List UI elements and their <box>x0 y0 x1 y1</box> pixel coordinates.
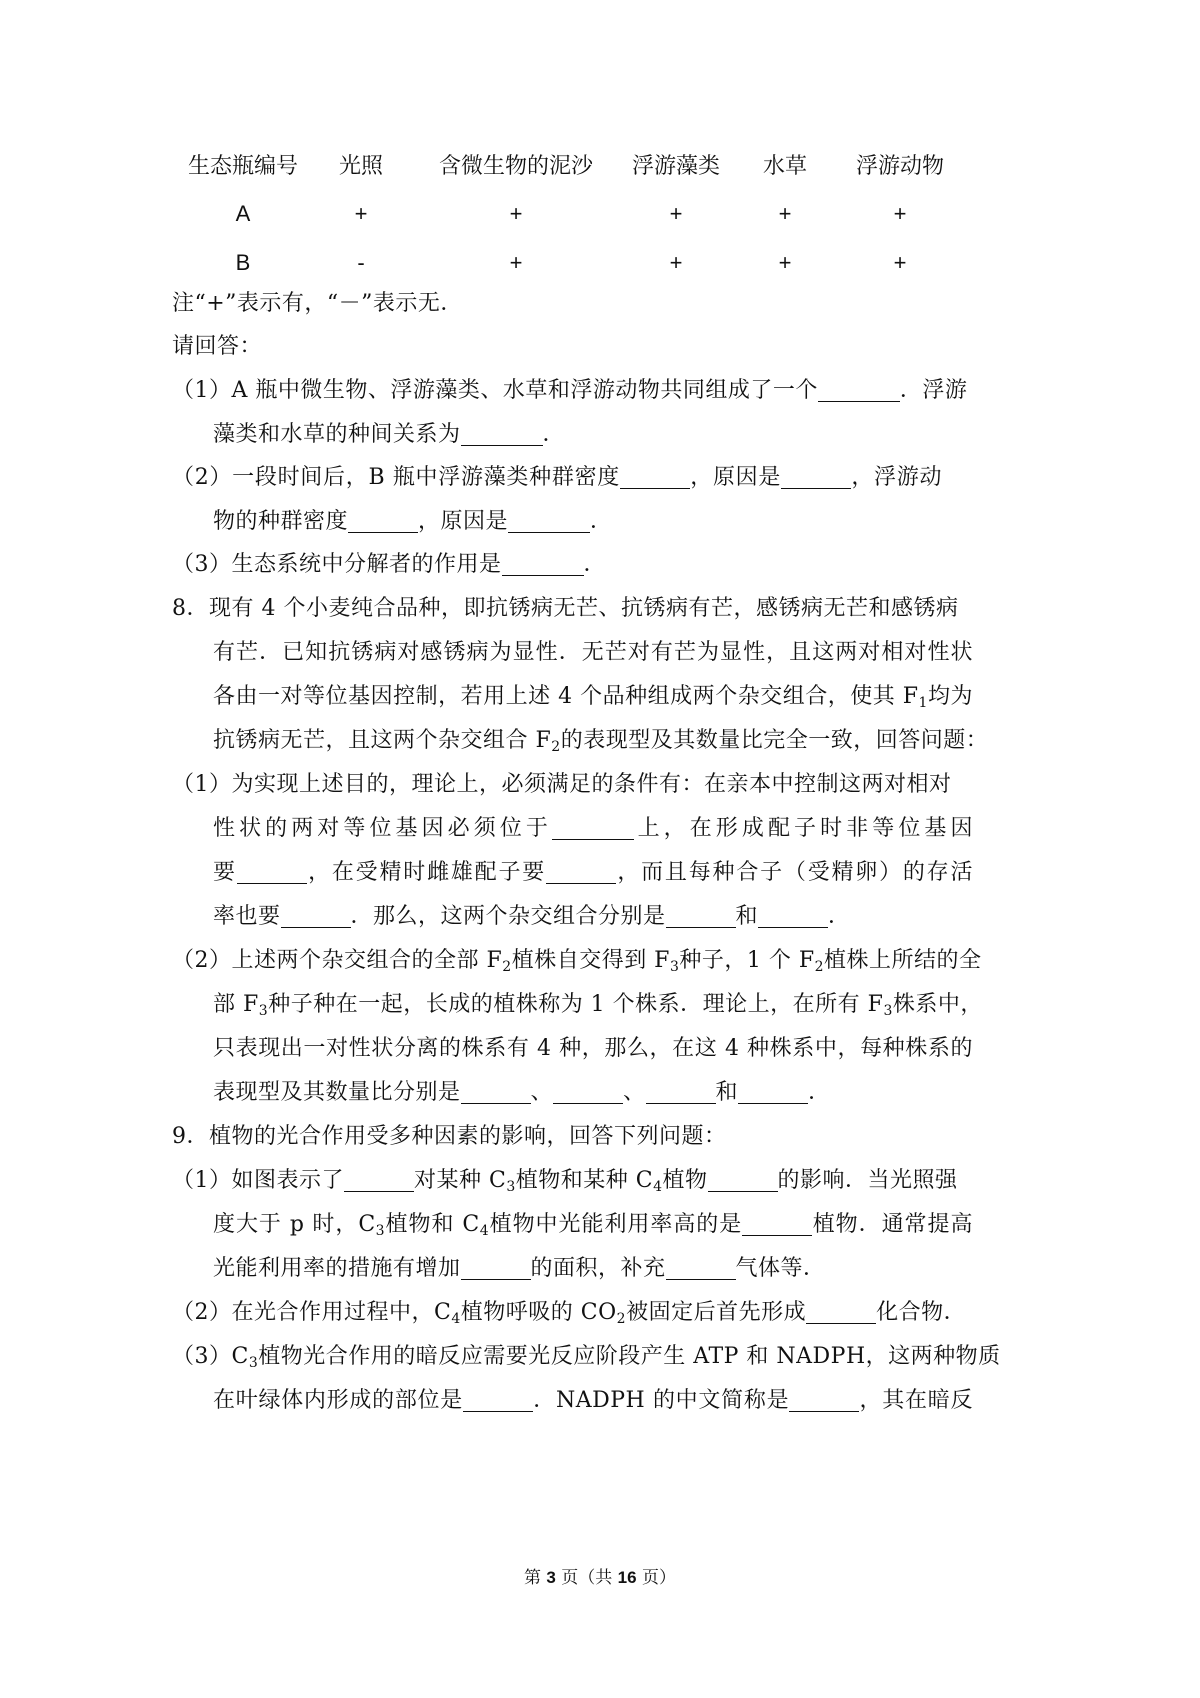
page-footer: 第 3 页（共 16 页） <box>523 1568 676 1588</box>
table-header-cell: 生态瓶编号 <box>187 154 298 179</box>
table-header-cell: 浮游藻类 <box>631 154 720 179</box>
q8-stem-line1: 8．现有 4 个小麦纯合品种，即抗锈病无芒、抗锈病有芒，感锈病无芒和感锈病 <box>172 596 959 621</box>
q9-part1-line1: （1）如图表示了 对某种 $C_3$植物和某种 $C_4$植物 的影响．当光照强 <box>172 1168 958 1195</box>
q8-part1-line4: 率也要 ．那么，这两个杂交组合分别是 和 ． <box>213 904 851 929</box>
answer-blank[interactable] <box>461 1255 531 1280</box>
q9-part3-line1: $(3)C_3$植物光合作用的暗反应需要光反应阶段产生 ATP 和 NADPH，这两种物质 <box>172 1344 1001 1371</box>
answer-blank[interactable] <box>344 1167 414 1192</box>
table-cell: A <box>235 200 251 226</box>
answer-blank[interactable] <box>742 1211 812 1236</box>
table-cell: + <box>778 200 792 226</box>
q9-part2: （2）在光合作用过程中，$C_4$植物呼吸的 $CO_2$被固定后首先形成 化合物． <box>172 1300 967 1327</box>
table-header-row <box>170 140 956 189</box>
answer-blank[interactable] <box>781 464 851 489</box>
instruction-text: 请回答： <box>172 334 263 359</box>
table-row <box>170 238 956 287</box>
answer-blank[interactable] <box>552 815 634 840</box>
ecosystem-bottle-table <box>170 140 956 287</box>
q7-part1-line1: （1）A 瓶中微生物、浮游藻类、水草和浮游动物共同组成了一个 ．浮游 <box>172 378 968 403</box>
answer-blank[interactable] <box>789 1387 859 1412</box>
answer-blank[interactable] <box>758 903 828 928</box>
answer-blank[interactable] <box>463 1387 533 1412</box>
q7-part1-line2: 藻类和水草的种间关系为 ． <box>213 422 566 447</box>
answer-blank[interactable] <box>508 508 590 533</box>
q9-part3-line2: 在叶绿体内形成的部位是 ．NADPH 的中文简称是 ，其在暗反 <box>213 1388 973 1413</box>
table-cell: + <box>893 249 907 275</box>
q8-stem-line2: 有芒．已知抗锈病对感锈病为显性．无芒对有芒为显性，且这两对相对性状 <box>213 640 973 665</box>
q8-part2-line4: 表现型及其数量比分别是 、 、 和 ． <box>213 1080 831 1105</box>
q9-part1-line3: 光能利用率的措施有增加 的面积，补充 气体等． <box>213 1256 826 1281</box>
table-header-cell: 含微生物的泥沙 <box>438 154 593 179</box>
q8-part2-line1: （2）上述两个杂交组合的全部 $F_2$植株自交得到 $F_3$种子，1 个 $F_2$植株上所结的全 <box>172 948 982 975</box>
table-header-cell: 光照 <box>338 154 383 179</box>
q7-part2-line1: （2）一段时间后，B 瓶中浮游藻类种群密度 ，原因是 ，浮游动 <box>172 465 942 490</box>
q7-part2-line2: 物的种群密度 ，原因是 ． <box>213 509 613 534</box>
q9-part1-line2: 度大于 p 时，$C_3$植物和 $C_4$植物中光能利用率高的是 植物．通常提高 <box>213 1212 973 1239</box>
table-cell: + <box>509 249 523 275</box>
q8-part1-line3: 要 ，在受精时雌雄配子要 ，而且每种合子（受精卵）的存活 <box>213 860 973 885</box>
answer-blank[interactable] <box>237 859 307 884</box>
table-cell: + <box>778 249 792 275</box>
page-total: 16 <box>617 1568 637 1587</box>
answer-blank[interactable] <box>708 1167 778 1192</box>
q8-part2-line3: 只表现出一对性状分离的株系有 4 种，那么，在这 4 种株系中，每种株系的 <box>213 1036 973 1061</box>
table-cell: + <box>354 200 368 226</box>
answer-blank[interactable] <box>666 1255 736 1280</box>
q7-part3: （3）生态系统中分解者的作用是 ． <box>172 552 607 577</box>
table-note: 注“+”表示有，“－”表示无． <box>172 291 463 316</box>
table-cell: + <box>509 200 523 226</box>
q8-part1-line2: 性状的两对等位基因必须位于 上，在形成配子时非等位基因 <box>213 816 973 841</box>
answer-blank[interactable] <box>553 1079 623 1104</box>
table-header-cell: 浮游动物 <box>855 154 944 179</box>
q8-stem-line4: 抗锈病无芒，且这两个杂交组合 $F_2$的表现型及其数量比完全一致，回答问题： <box>213 728 989 755</box>
answer-blank[interactable] <box>620 464 690 489</box>
table-cell: + <box>669 249 683 275</box>
answer-blank[interactable] <box>461 1079 531 1104</box>
answer-blank[interactable] <box>348 508 418 533</box>
answer-blank[interactable] <box>281 903 351 928</box>
q8-stem-line3: 各由一对等位基因控制，若用上述 4 个品种组成两个杂交组合，使其 $F_1$均为 <box>213 684 973 711</box>
q9-stem: 9．植物的光合作用受多种因素的影响，回答下列问题： <box>172 1124 727 1149</box>
answer-blank[interactable] <box>646 1079 716 1104</box>
q8-part1-line1: （1）为实现上述目的，理论上，必须满足的条件有：在亲本中控制这两对相对 <box>172 772 952 797</box>
answer-blank[interactable] <box>806 1299 876 1324</box>
table-cell: + <box>893 200 907 226</box>
answer-blank[interactable] <box>502 551 584 576</box>
table-header-cell: 水草 <box>762 154 807 179</box>
table-cell: - <box>357 249 365 275</box>
answer-blank[interactable] <box>461 421 543 446</box>
answer-blank[interactable] <box>666 903 736 928</box>
table-cell: B <box>235 249 251 275</box>
answer-blank[interactable] <box>738 1079 808 1104</box>
table-row <box>170 189 956 238</box>
table-cell: + <box>669 200 683 226</box>
page-number: 3 <box>546 1568 556 1587</box>
q8-part2-line2: 部 $F_3$种子种在一起，长成的植株称为 1 个株系．理论上，在所有 $F_3$株系中， <box>213 992 983 1019</box>
answer-blank[interactable] <box>546 859 616 884</box>
answer-blank[interactable] <box>818 377 900 402</box>
